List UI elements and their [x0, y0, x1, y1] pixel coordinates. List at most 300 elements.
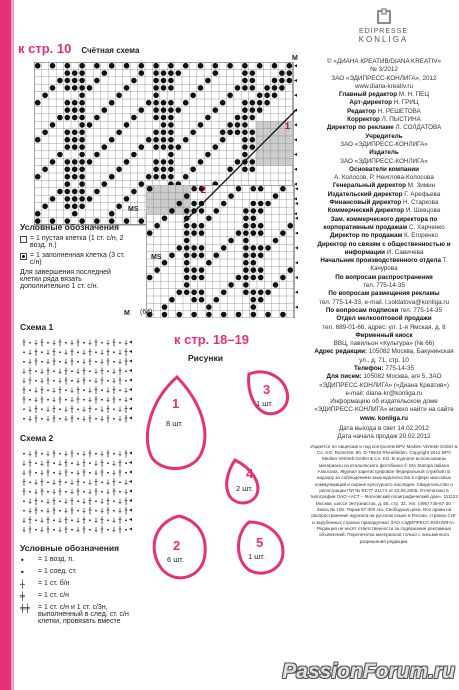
piece-3-number: 3 [263, 382, 271, 397]
filled-cell [50, 196, 56, 202]
filled-cell [220, 100, 226, 106]
filled-cell [153, 115, 159, 121]
filled-cell [64, 166, 70, 172]
filled-cell [72, 115, 78, 121]
filled-cell [249, 159, 255, 165]
filled-cell [242, 122, 248, 128]
filled-cell [242, 137, 248, 143]
filled-cell [184, 267, 190, 273]
mgmt-row: Директор по связям с общественностью и информации И. Савичева [317, 240, 451, 256]
filled-cell [124, 85, 130, 91]
scheme-1-title: Схема 1 [20, 322, 54, 332]
filled-cell [153, 63, 159, 69]
scheme-2-title: Схема 2 [20, 433, 54, 443]
filled-cell [250, 252, 256, 258]
filled-cell [168, 129, 174, 135]
filled-cell [221, 289, 227, 295]
filled-cell [265, 201, 271, 207]
piece-4-number: 4 [246, 466, 254, 481]
filled-cell [72, 203, 78, 209]
filled-cell [153, 78, 159, 84]
filled-cell [79, 166, 85, 172]
filled-cell [190, 166, 196, 172]
filled-cell [184, 245, 190, 251]
filled-cell [221, 201, 227, 207]
chart-m-label: M [292, 55, 298, 62]
filled-cell [169, 208, 175, 214]
owners-label: Основатели компании [349, 165, 419, 173]
publisher-logo [308, 8, 459, 44]
filled-cell [79, 144, 85, 150]
filled-cell [64, 181, 70, 187]
filled-cell [243, 223, 249, 229]
filled-cell [242, 129, 248, 135]
filled-cell [109, 137, 115, 143]
filled-cell [79, 137, 85, 143]
staff-row: Директор по рекламе Л. СОЛДАТОВА [326, 124, 442, 132]
filled-cell [198, 63, 204, 69]
filled-cell [79, 107, 85, 113]
email: e-mail: diana-kr@konliga.ru [345, 389, 423, 397]
piece-1-number: 1 [172, 396, 180, 411]
filled-cell [243, 267, 249, 273]
filled-cell [236, 312, 242, 318]
info-site: www. konliga.ru [359, 414, 409, 422]
cluster-stitch-icon: ╪╪ [20, 604, 30, 613]
filled-cell [168, 152, 174, 158]
legend-item: • = 1 соед. ст. [20, 568, 77, 577]
filled-cell [257, 63, 263, 69]
filled-cell [72, 100, 78, 106]
filled-cell [213, 297, 219, 303]
filled-cell [250, 304, 256, 310]
filled-cell [64, 100, 70, 106]
filled-cell [279, 70, 285, 76]
slip-stitch-icon: • [20, 568, 25, 577]
legend-note: Для завершения последней клетки ряда вязать дополнительно 1 ст. с/н. [20, 269, 111, 290]
filled-cell [42, 203, 48, 209]
filled-cell [273, 282, 279, 288]
double-crochet-icon: ╪ [20, 592, 25, 601]
chart-title: Счётная схема [81, 46, 140, 55]
mgmt-row: Директор по продажам К. Егоренко [330, 232, 438, 240]
filled-cell [131, 189, 137, 195]
filled-cell [191, 297, 197, 303]
filled-cell [153, 129, 159, 135]
legend-filled-cell: = 1 заполненная клетка (3 ст. с/н) [30, 252, 125, 266]
filled-cell [191, 223, 197, 229]
filled-cell [199, 245, 205, 251]
sale-date: Дата начала продаж 20.02.2012 [337, 433, 431, 441]
filled-cell [220, 129, 226, 135]
filled-cell [79, 174, 85, 180]
filled-cell [257, 100, 263, 106]
filled-cell [242, 78, 248, 84]
filled-cell [242, 63, 248, 69]
filled-cell [72, 166, 78, 172]
legend-filet [20, 222, 130, 290]
filled-cell [190, 129, 196, 135]
ads-contact: тел. 775-14-33, e-mail. l.soldatova@konliga.ru [319, 298, 449, 306]
scheme-1 [20, 322, 130, 427]
filled-cell [250, 260, 256, 266]
filled-cell [190, 92, 196, 98]
filled-cell [199, 208, 205, 214]
filled-cell [183, 174, 189, 180]
publisher-label: Издатель [369, 149, 399, 157]
legend-item: • = 1 возд. п. [20, 556, 75, 565]
filled-cell [280, 186, 286, 192]
filled-cell [227, 63, 233, 69]
filled-cell [258, 275, 264, 281]
filled-cell [249, 85, 255, 91]
filled-cell [236, 186, 242, 192]
filled-cell [94, 189, 100, 195]
filled-cell [79, 203, 85, 209]
filled-cell [184, 208, 190, 214]
filled-cell [162, 215, 168, 221]
drawings-title: Рисунки [188, 353, 223, 363]
filled-cell [175, 70, 181, 76]
scheme-1-m-label: M [124, 310, 130, 317]
filled-cell [258, 230, 264, 236]
filled-cell [199, 252, 205, 258]
filled-cell [250, 267, 256, 273]
filled-cell [176, 312, 182, 318]
filled-cell [109, 100, 115, 106]
filled-cell [161, 159, 167, 165]
filled-cell [72, 129, 78, 135]
filled-cell [154, 267, 160, 273]
filled-cell [287, 223, 293, 229]
filled-cell [153, 70, 159, 76]
filled-cell [249, 100, 255, 106]
appliqué-templates [139, 332, 304, 592]
mgmt-row: Финансовый директор Н. Старкова [329, 199, 439, 207]
filled-cell [258, 186, 264, 192]
ms-label-top: MS [128, 206, 139, 213]
empty-cell-icon [20, 236, 27, 243]
staff-row: Главный редактор М. Н. ПЕЦ [338, 91, 430, 99]
filled-cell [227, 166, 233, 172]
filled-cell [79, 63, 85, 69]
filled-cell [79, 100, 85, 106]
filled-cell [153, 100, 159, 106]
filled-cell [57, 115, 63, 121]
filled-cell [199, 275, 205, 281]
filled-cell [147, 275, 153, 281]
fine-print: Издаётся по лицензии и под контролем BPV Medien Vertrieb GmbH & Co. KG. Romerstr. 90, D-79618 Rheinfelden. Copyright 2012 BPV Medien Vertrieb GmbH & Co. KG. В журнале использованы материалы из итальянского фотобанка © SIA Stampa Italiana Associata. Журнал зарегистрирован Федеральной службой по надзору за соблюдением законодательства в сфере массовых коммуникаций и охране культурного наследия. Свидетельство о регистрации ПИ № ФС77-21174 от 22.06.2005. Отпечатано в типографии ОАО «АСТ – Московский полиграфический дом». 111123 Москва, шоссе Энтузиастов, д. 56, стр. 32, тел. (495) 748-67-30. Заказ № 105. Тираж 57 000 экз. Свободная цена. Все права на распространение журнала на русском языке в России, странах СНГ и зарубежных странах принадлежат ЗАО «ЭДИПРЕСС-КОНЛИГА». Редакция не несёт ответственности за содержание рекламных объявлений. Перепечатка материалов только с письменного разрешения редакции. [310, 443, 458, 544]
filled-cell [79, 196, 85, 202]
logo-sub: KONLIGA [358, 35, 409, 44]
filled-cell [109, 63, 115, 69]
filled-cell [138, 63, 144, 69]
legend-crochet-title: Условные обозначения [20, 543, 120, 553]
filled-cell [176, 289, 182, 295]
filled-cell [184, 260, 190, 266]
filled-cell [175, 107, 181, 113]
filled-cell [146, 174, 152, 180]
filled-cell [235, 85, 241, 91]
filled-cell [258, 245, 264, 251]
owners: А. Колосов, Р. Неиглова-Колосова [334, 174, 434, 182]
filled-cell [191, 312, 197, 318]
filled-cell [57, 189, 63, 195]
filled-cell [161, 70, 167, 76]
filled-cell [250, 245, 256, 251]
filled-cell [87, 159, 93, 165]
filled-cell [250, 289, 256, 295]
wholesale-label: Отдел мелкооптовой продажи [336, 315, 432, 323]
scheme-1-chart [20, 335, 132, 427]
filled-cell [249, 129, 255, 135]
filled-cell [176, 201, 182, 207]
filled-cell [72, 107, 78, 113]
filled-cell [184, 230, 190, 236]
watermark [282, 652, 459, 690]
filled-cell [131, 115, 137, 121]
filled-cell [64, 115, 70, 121]
filled-cell [184, 289, 190, 295]
filled-cell [249, 107, 255, 113]
filled-cell [242, 107, 248, 113]
filled-cell [191, 186, 197, 192]
filled-cell [124, 63, 130, 69]
filled-cell [35, 63, 41, 69]
filled-cell [124, 159, 130, 165]
filled-cell [64, 63, 70, 69]
filled-cell [35, 100, 41, 106]
filled-cell [116, 129, 122, 135]
filled-cell [206, 312, 212, 318]
filled-cell [242, 144, 248, 150]
filled-cell [258, 289, 264, 295]
edipresse-logo-icon [375, 8, 393, 26]
founder: ЗАО «ЭДИПРЕСС-КОНЛИГА» [340, 140, 428, 148]
scheme-2-chart [20, 446, 132, 538]
filled-cell [147, 230, 153, 236]
filled-cell [250, 312, 256, 318]
filled-cell [243, 289, 249, 295]
filled-cell [228, 282, 234, 288]
filled-cell [250, 208, 256, 214]
filled-cell [250, 297, 256, 303]
staff-row: Редактор Н. РЕШЕТОВА [347, 107, 421, 115]
filled-cell [79, 78, 85, 84]
filled-cell [72, 159, 78, 165]
filled-cell [72, 144, 78, 150]
filled-cell [279, 78, 285, 84]
phone-row: Телефон: 775-14-35 [353, 364, 415, 372]
filled-cell [161, 122, 167, 128]
filled-cell [79, 70, 85, 76]
filled-cell [35, 174, 41, 180]
mgmt-row: Генеральный директор М. Зимин [332, 182, 436, 190]
filled-cell [221, 312, 227, 318]
filled-cell [168, 100, 174, 106]
filled-cell [249, 137, 255, 143]
filled-cell [138, 70, 144, 76]
filled-cell [183, 100, 189, 106]
filled-cell [250, 201, 256, 207]
section1-header [18, 41, 139, 56]
filled-cell [264, 85, 270, 91]
filled-cell [212, 63, 218, 69]
filled-cell [183, 137, 189, 143]
filled-cell [72, 78, 78, 84]
imprint-column [308, 0, 459, 690]
templates-outline [139, 332, 304, 592]
filled-cell [64, 203, 70, 209]
filled-cell [169, 297, 175, 303]
rapport-2-label: 2 [201, 185, 207, 195]
filled-cell [168, 159, 174, 165]
filled-cell [264, 100, 270, 106]
wholesale-contact: тел. 689-01-66, адрес: ул. 1-я Ямская, д. 8 [322, 323, 446, 331]
filled-cell [79, 152, 85, 158]
filled-cell [272, 92, 278, 98]
filled-cell [64, 78, 70, 84]
filled-cell [279, 85, 285, 91]
filled-cell [168, 174, 174, 180]
filled-cell [199, 230, 205, 236]
mgmt-row: Начальник производственного отдела Т. Качурова [320, 257, 448, 273]
filled-cell [94, 115, 100, 121]
filled-cell [249, 78, 255, 84]
mgmt-row: Издательский директор Г. Арефьева [327, 190, 441, 198]
legend-item: ╪╪ = 1 ст. с/н и 1 ст. с/3н, выполненный в след. ст. с/н клетки, провязать вместе [20, 604, 129, 625]
filled-cell [50, 122, 56, 128]
filled-cell [116, 92, 122, 98]
filled-cell [280, 275, 286, 281]
filled-cell [280, 230, 286, 236]
subscription-row: По вопросам подписки тел. 775-14-35 [325, 306, 443, 314]
filled-cell [79, 159, 85, 165]
filled-cell [154, 223, 160, 229]
filled-cell [227, 92, 233, 98]
company-year: ЗАО «ЭДИПРЕСС-КОНЛИГА», 2012 [331, 74, 437, 82]
filled-cell [184, 275, 190, 281]
filled-cell [169, 252, 175, 258]
filled-cell [249, 166, 255, 172]
filled-cell [242, 85, 248, 91]
logo-brand: EDIPRESSE [358, 28, 409, 35]
filled-cell [184, 193, 190, 199]
filled-cell [243, 230, 249, 236]
filled-cell [57, 78, 63, 84]
filled-cell [131, 78, 137, 84]
watermark-text: PassionForum.ru [282, 660, 455, 683]
filled-cell [206, 304, 212, 310]
filled-cell [50, 159, 56, 165]
legend-crochet [20, 543, 150, 625]
filled-cell [72, 196, 78, 202]
ads-label: По вопросам размещения рекламы [328, 290, 440, 298]
page-ref-18-19: к стр. 18–19 [174, 332, 250, 347]
filled-cell [50, 85, 56, 91]
filled-cell [138, 218, 144, 224]
filled-cell [199, 201, 205, 207]
filled-cell [235, 122, 241, 128]
filled-cell [235, 159, 241, 165]
filled-cell [161, 137, 167, 143]
filled-cell [153, 107, 159, 113]
filled-cell [250, 230, 256, 236]
filled-cell [124, 196, 130, 202]
filled-cell [42, 166, 48, 172]
filled-cell [242, 115, 248, 121]
filled-cell [124, 122, 130, 128]
filled-cell [168, 122, 174, 128]
filled-cell [205, 152, 211, 158]
filled-cell [116, 203, 122, 209]
filled-cell [147, 186, 153, 192]
filled-cell [184, 215, 190, 221]
filled-cell [146, 137, 152, 143]
filled-cell [286, 63, 292, 69]
website: www.diana-kreativ.ru [355, 82, 413, 90]
filled-cell [42, 129, 48, 135]
filled-cell [205, 115, 211, 121]
ms-label-side: MS [151, 254, 162, 261]
filled-cell [184, 252, 190, 258]
filled-cell [168, 166, 174, 172]
filled-cell [191, 267, 197, 273]
imprint-text [310, 58, 458, 545]
legend-item: ┼ = 1 ст. б/н [20, 580, 70, 589]
staff-row: Корректор Л. ПЫСТИНА [347, 116, 421, 124]
filled-cell [273, 193, 279, 199]
filled-cell [258, 297, 264, 303]
filled-cell [64, 85, 70, 91]
filled-cell [162, 260, 168, 266]
filled-cell [243, 275, 249, 281]
filled-cell [57, 152, 63, 158]
filled-cell [101, 181, 107, 187]
filled-cell [161, 115, 167, 121]
filled-cell [64, 159, 70, 165]
filled-cell [287, 267, 293, 273]
filled-cell [242, 159, 248, 165]
filled-cell [205, 78, 211, 84]
filled-cell [176, 245, 182, 251]
copyright: © «ДИАНА КРЕАТИВ/DIANA KREATIV» [326, 58, 442, 65]
editorial-address: Адрес редакции: 105082 Москва, Бакунинская ул., д. 71, стр. 10 [314, 348, 454, 364]
filled-cell [273, 238, 279, 244]
filled-cell [87, 122, 93, 128]
filled-cell [258, 223, 264, 229]
letters-row: Для писем: 105082 Москва, а/я 5, ЗАО «ЭДИПРЕСС-КОНЛИГА» («Диана Креатив») [319, 373, 449, 389]
filled-cell [72, 70, 78, 76]
filled-cell [168, 85, 174, 91]
filled-cell [161, 166, 167, 172]
filled-cell [153, 174, 159, 180]
filled-cell [64, 129, 70, 135]
filled-cell [250, 223, 256, 229]
filled-cell [64, 189, 70, 195]
filled-cell [198, 159, 204, 165]
filled-cell [161, 100, 167, 106]
scheme-1-count: (64) [140, 309, 153, 316]
piece-5-count: 1 шт. [248, 552, 265, 561]
scheme-2 [20, 433, 130, 538]
filled-cell [199, 289, 205, 295]
filled-cell [206, 260, 212, 266]
filled-cell [168, 107, 174, 113]
filled-cell [265, 312, 271, 318]
filled-cell [198, 85, 204, 91]
filled-cell [243, 282, 249, 288]
